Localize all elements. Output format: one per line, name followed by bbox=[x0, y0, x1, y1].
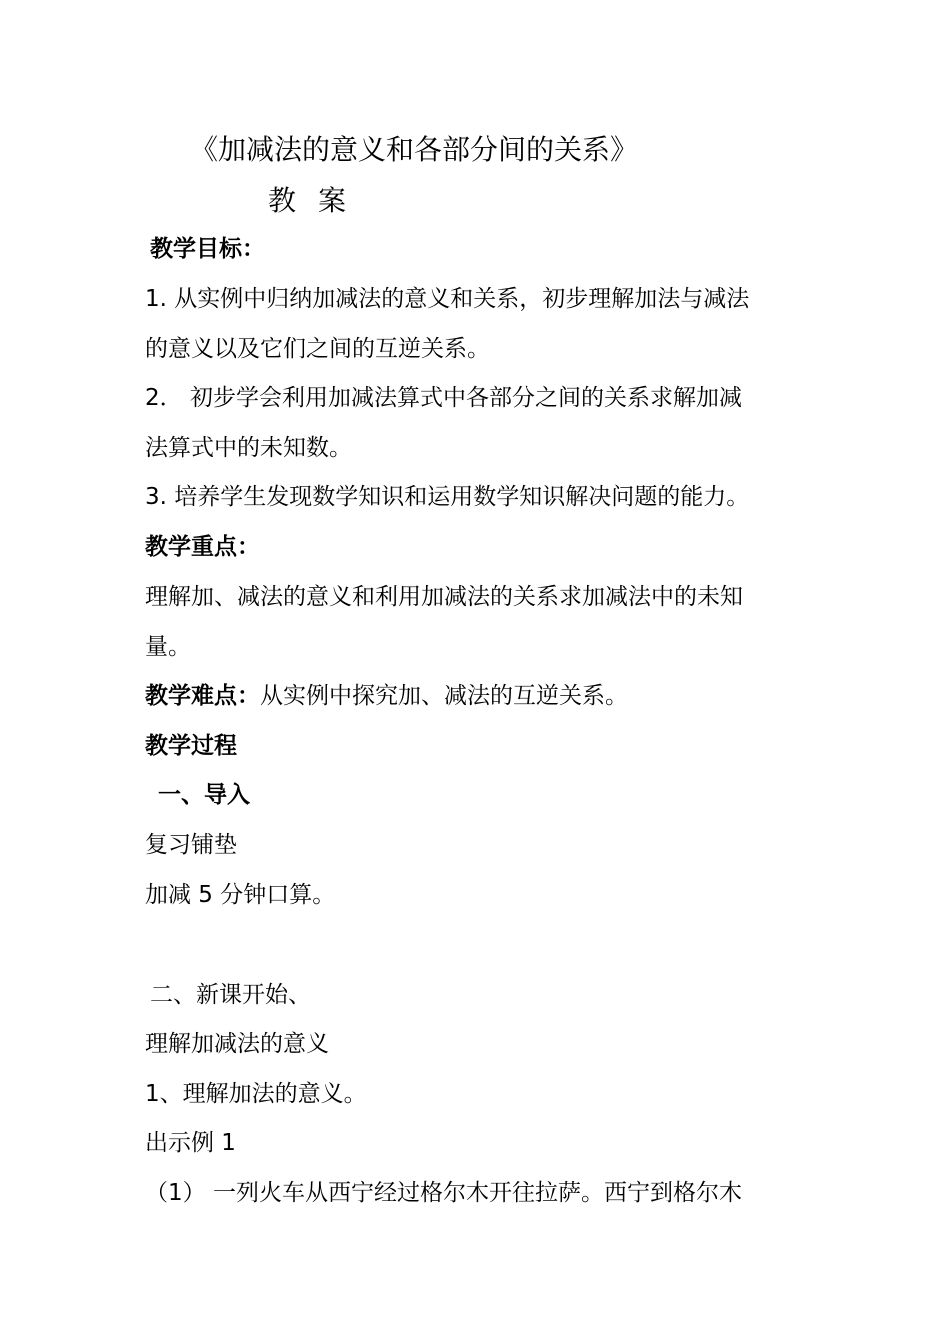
section-2-heading: 二、新课开始、 bbox=[150, 982, 311, 1008]
review-text: 复习铺垫 bbox=[145, 832, 237, 858]
objective-3: 3. 培养学生发现数学知识和运用数学知识解决问题的能力。 bbox=[145, 484, 750, 510]
key-points-line1: 理解加、减法的意义和利用加减法的关系求加减法中的未知 bbox=[145, 584, 743, 610]
document-title: 《加减法的意义和各部分间的关系》 bbox=[190, 133, 639, 166]
objective-2-line1: 2． 初步学会利用加减法算式中各部分之间的关系求解加减 bbox=[145, 385, 742, 411]
difficulty-text: 从实例中探究加、减法的互逆关系。 bbox=[260, 683, 628, 709]
understand-meaning-text: 理解加减法的意义 bbox=[145, 1031, 329, 1057]
difficulty-paragraph bbox=[145, 681, 628, 711]
objective-1-line1: 1. 从实例中归纳加减法的意义和关系，初步理解加法与减法 bbox=[145, 286, 750, 312]
process-heading: 教学过程 bbox=[145, 733, 237, 759]
objective-2-line2: 法算式中的未知数。 bbox=[145, 435, 352, 461]
objectives-heading: 教学目标： bbox=[150, 236, 265, 262]
mental-math-text: 加减 5 分钟口算。 bbox=[145, 882, 336, 908]
key-points-line2: 量。 bbox=[145, 634, 191, 660]
problem-1-text: （1） 一列火车从西宁经过格尔木开往拉萨。西宁到格尔木 bbox=[145, 1180, 742, 1206]
understand-addition-text: 1、理解加法的意义。 bbox=[145, 1081, 367, 1107]
example-text: 出示例 1 bbox=[145, 1130, 236, 1156]
objective-1-line2: 的意义以及它们之间的互逆关系。 bbox=[145, 336, 490, 362]
difficulty-heading: 教学难点： bbox=[145, 683, 260, 709]
key-points-heading: 教学重点： bbox=[145, 534, 260, 560]
section-1-heading: 一、导入 bbox=[158, 782, 250, 808]
document-subtitle: 教案 bbox=[268, 184, 369, 217]
